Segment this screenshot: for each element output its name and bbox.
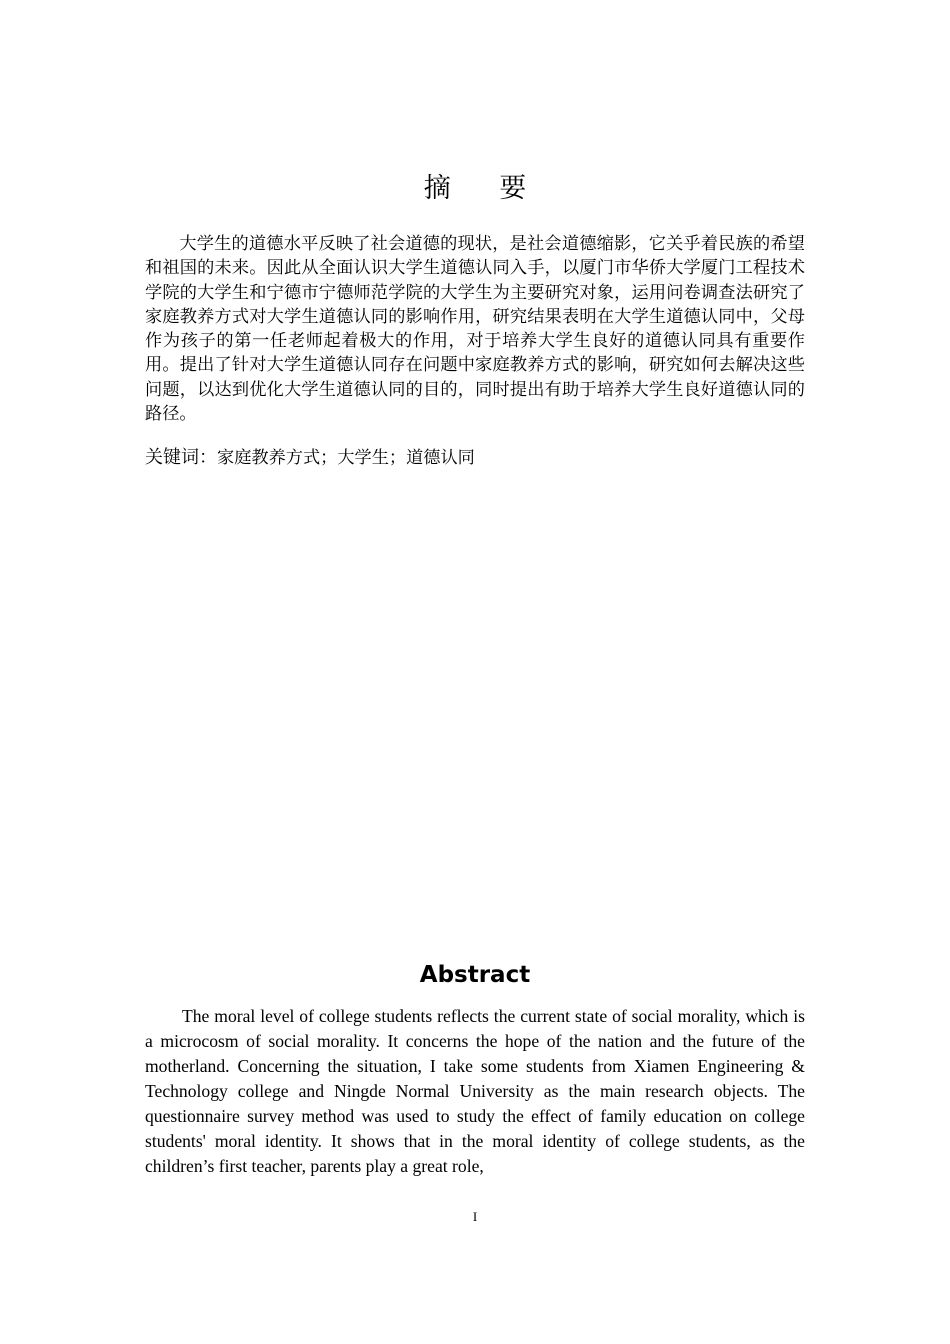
keywords-line bbox=[145, 445, 805, 471]
chinese-abstract-title: 摘 要 bbox=[423, 173, 547, 204]
page-number: I bbox=[472, 1209, 478, 1224]
english-abstract-body: The moral level of college students reflects the current state of social morality, which is a microcosm of social morality. It concerns the hope of the nation and the future of the motherland. Concerning the situation, I take some students from Xiamen Engineering & Technology college and Ningde Normal University as the main research objects. The questionnaire survey method was used to study the effect of family education on college students' moral identity. It shows that in the moral identity of college students, as the children’s first teacher, parents play a great role, bbox=[145, 1006, 805, 1176]
keywords-label: 关键词： bbox=[145, 447, 217, 468]
keywords-value: 家庭教养方式；大学生；道德认同 bbox=[217, 448, 475, 468]
chinese-abstract-body: 大学生的道德水平反映了社会道德的现状，是社会道德缩影，它关乎着民族的希望和祖国的未来。因此从全面认识大学生道德认同入手，以厦门市华侨大学厦门工程技术学院的大学生和宁德市宁德师范学院的大学生为主要研究对象，运用问卷调查法研究了家庭教养方式对大学生道德认同的影响作用，研究结果表明在大学生道德认同中，父母作为孩子的第一任老师起着极大的作用，对于培养大学生良好的道德认同具有重要作用。提出了针对大学生道德认同存在问题中家庭教养方式的影响，研究如何去解决这些问题，以达到优化大学生道德认同的目的，同时提出有助于培养大学生良好道德认同的路径。 bbox=[145, 234, 805, 425]
english-abstract-title: Abstract bbox=[419, 962, 531, 988]
